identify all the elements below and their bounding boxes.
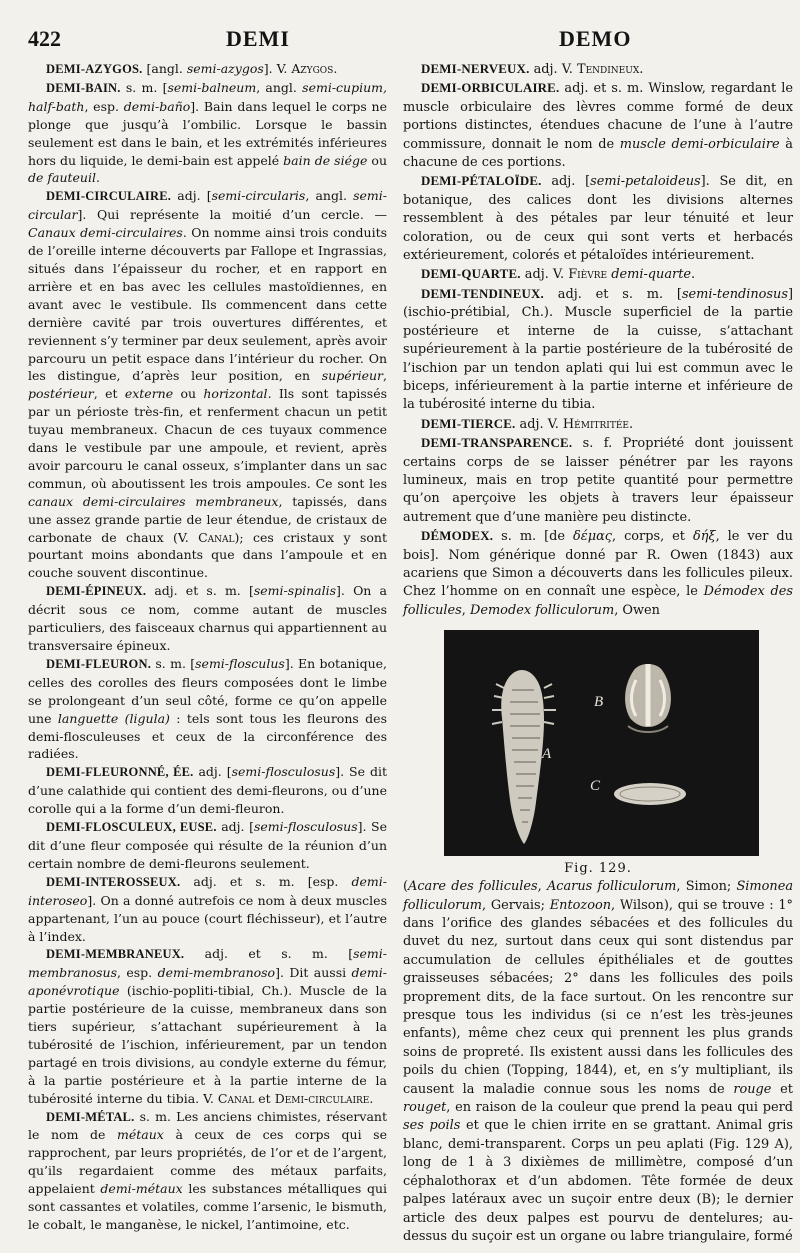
entry-demi-orbiculaire: DEMI-ORBICULAIRE. adj. et s. m. Winslow, regardant le muscle orbiculaire des lèvres comme formé de deux portions distinctes, étendues chacune de l’une à l’autre commissure, donnait le nom de muscle demi-orbiculaire à chacune de ces portions. — [403, 81, 793, 171]
headword: DEMI-BAIN. — [46, 80, 121, 95]
headword: DEMI-FLEURONNÉ, ÉE. — [46, 765, 194, 780]
figure-label-b: B — [594, 694, 604, 711]
headword: DÉMODEX. — [421, 529, 494, 544]
headword: DEMI-ORBICULAIRE. — [421, 81, 560, 96]
headword: DEMI-PÉTALOÏDE. — [421, 174, 542, 189]
headword: DEMI-TIERCE. — [421, 416, 516, 431]
entry-demi-fleuronne: DEMI-FLEURONNÉ, ÉE. adj. [semi-flosculosus]. Se dit d’une calathide qui contient des demi-fleurons, ou d’une corolle qui a la forme d’un demi-fleuron. — [28, 764, 387, 817]
entry-demi-petaloide: DEMI-PÉTALOÏDE. adj. [semi-petaloideus]. Se dit, en botanique, des calices dont les divisions alternes ressemblent à des pétales par leur ténuité et leur coloration, ou de ceux qui sont verts et herbacés extérieurement, colorés et pétaloïdes intérieurement. — [403, 174, 793, 264]
running-title-right: DEMO — [559, 26, 632, 51]
figure-caption: Fig. 129. — [564, 861, 632, 877]
running-head — [28, 26, 792, 56]
entry-demi-transparence: DEMI-TRANSPARENCE. s. f. Propriété dont jouissent certains corps de se laisser pénétrer par les rayons lumineux, mais en trop petite quantité pour permettre qu’on aperçoive les objets à travers leur épaisseur autrement que d’une manière peu distincte. — [403, 436, 793, 525]
entry-demi-metal: DEMI-MÉTAL. s. m. Les anciens chimistes, réservant le nom de métaux à ceux de ces corps qui se rapprochent, par leurs propriétés, de l’or et de l’argent, qu’ils regardaient comme des métaux parfaits, appelaient demi-métaux les substances métalliques qui sont cassantes et volatiles, comme l’arsenic, le bismuth, le cobalt, le manganèse, le nickel, l’antimoine, etc. — [28, 1108, 387, 1232]
headword: DEMI-FLOSCULEUX, EUSE. — [46, 820, 217, 835]
entry-demi-azygos: DEMI-AZYGOS. [angl. semi-azygos]. V. Azygos. — [46, 61, 338, 76]
headword: DEMI-MEMBRANEUX. — [46, 947, 185, 962]
entry-demi-circulaire: DEMI-CIRCULAIRE. adj. [semi-circularis, angl. semi-circular]. Qui représente la moitié d’un cercle. — Canaux demi-circulaires. On nomme ainsi trois conduits de l’oreille interne découverts par Fallope et Ingrassias, situés dans l’épaisseur du rocher, et en rapport en arrière et en bas avec les cellules mastoïdiennes, en avant avec le vestibule. Ils commencent dans cette dernière cavité par trois ouvertures différentes, et reviennent s’y terminer par deux seulement, après avoir parcouru un petit espace dans l’intérieur du rocher. On les distingue, d’après leur position, en supérieur, postérieur, et externe ou horizontal. Ils sont tapissés par un périoste très-fin, et renferment chacun un petit tuyau membraneux. Chacun de ces tuyaux commence dans le vestibule par une ampoule, et revient, après avoir parcouru le canal osseux, s’implanter dans un sac commun, où aboutissent les trois ampoules. Ce sont les canaux demi-circulaires membraneux, tapissés, dans une assez grande partie de leur étendue, de cristaux de carbonate de chaux (V. Canal); ces cristaux y sont pourtant moins abondants que dans l’ampoule et en couche souvent discontinue. — [28, 188, 388, 581]
right-column — [403, 60, 793, 1246]
headword: DEMI-INTEROSSEUX. — [46, 874, 181, 889]
headword: DEMI-NERVEUX. — [421, 62, 530, 76]
page-number: 422 — [28, 26, 61, 51]
entry-demi-membraneux: DEMI-MEMBRANEUX. adj. et s. m. [semi-membranosus, esp. demi-membranoso]. Dit aussi demi-aponévrotique (ischio-popliti-tibial, Ch.). Muscle de la partie postérieure de la cuisse, membraneux dans son tiers supérieur, s’attachant supérieurement à la tubérosité de l’ischion, inférieurement, par un tendon partagé en trois divisions, au condyle externe du fémur, à la partie postérieure et à la partie interne de la tubérosité interne du tibia. V. Canal et Demi-circulaire. — [28, 946, 387, 1106]
headword: DEMI-MÉTAL. — [46, 1109, 135, 1124]
left-column — [28, 60, 387, 1234]
figure-label-c: C — [590, 778, 601, 795]
mite-egg-c — [614, 783, 686, 805]
demodex-illustration — [444, 630, 759, 856]
entry-demi-flosculeux: DEMI-FLOSCULEUX, EUSE. adj. [semi-flosculosus]. Se dit d’une fleur composée qui résulte de la réunion d’un certain nombre de demi-fleurons seulement. — [28, 819, 387, 871]
entry-demi-epineux: DEMI-ÉPINEUX. adj. et s. m. [semi-spinalis]. On a décrit sous ce nom, comme autant de muscles particuliers, des faisceaux charnus qui appartiennent au transversaire épineux. — [28, 583, 387, 653]
entry-demi-tendineux: DEMI-TENDINEUX. adj. et s. m. [semi-tendinosus] (ischio-prétibial, Ch.). Muscle superficiel de la partie postérieure et interne de la cuisse, s’attachant supérieurement à la partie postérieure de la tubérosité de l’ischion par un tendon aplati qui lui est commun avec le biceps, inférieurement à la partie interne et inférieure de la tubérosité interne du tibia. — [403, 286, 793, 413]
headword: DEMI-TENDINEUX. — [421, 286, 544, 301]
entry-demodex: DÉMODEX. s. m. [de δέμας, corps, et δήξ, le ver du bois]. Nom générique donné par R. Owen (1843) aux acariens que Simon a découverts dans les follicules pileux. Chez l’homme on en connaît une espèce, le Démodex des follicules, Demodex folliculorum, Owen — [403, 529, 793, 618]
entry-demi-nerveux: DEMI-NERVEUX. adj. V. Tendineux. — [421, 62, 644, 77]
entry-demodex-continued: (Acare des follicules, Acarus folliculorum, Simon; Simonea folliculorum, Gervais; Entozoon, Wilson), qui se trouve : 1° dans l’orifice des glandes sébacées et des follicules du duvet du nez, surtout dans ceux qui sont distendus par accumulation de cellules épithéliales et de gouttes graisseuses sébacées; 2° dans les follicules des poils proprement dits, de la face surtout. On les rencontre sur presque tous les individus (si ce n’est les très-jeunes enfants), même chez ceux qui prennent les plus grands soins de propreté. Ils existent aussi dans les follicules des poils du chien (Topping, 1844), et, en s’y multipliant, ils causent la maladie connue sous les noms de rouge et rouget, en raison de la couleur que prend la peau qui perd ses poils et que le chien irrite en se grattant. Animal gris blanc, demi-transparent. Corps un peu aplati (Fig. 129 A), long de 1 à 3 dixièmes de millimètre, composé d’un céphalothorax et d’un abdomen. Tête formée de deux palpes latéraux avec un suçoir entre deux (B); le dernier article des deux palpes est pourvu de dentelures; au-dessus du suçoir est un organe ou labre triangulaire, formé — [403, 879, 794, 1244]
headword: DEMI-TRANSPARENCE. — [421, 436, 573, 451]
entry-demi-bain: DEMI-BAIN. s. m. [semi-balneum, angl. semi-cupium, half-bath, esp. demi-baño]. Bain dans lequel le corps ne plonge que jusqu’à l’ombilic. Lorsque le bassin seulement est dans le bain, et les extrémités inférieures hors du liquide, le demi-bain est appelé bain de siége ou de fauteuil. — [28, 79, 387, 186]
headword: DEMI-ÉPINEUX. — [46, 584, 147, 599]
entry-demi-fleuron: DEMI-FLEURON. s. m. [semi-flosculus]. En botanique, celles des corolles des fleurs composées dont le limbe se prolongeant d’un seul côté, forme ce qu’on appelle une languette (ligula) : tels sont tous les fleurons des demi-flosculeuses et ceux de la circonférence des radiées. — [28, 655, 387, 762]
headword: DEMI-AZYGOS. — [46, 62, 143, 76]
headword: DEMI-FLEURON. — [46, 656, 152, 671]
demodex-engraving — [444, 630, 759, 856]
entry-demi-interosseux: DEMI-INTEROSSEUX. adj. et s. m. [esp. demi-interoseo]. On a donné autrefois ce nom à deux muscles appartenant, l’un au pouce (court fléchisseur), et l’autre à l’index. — [28, 873, 387, 944]
headword: DEMI-CIRCULAIRE. — [46, 189, 172, 204]
entry-demi-quarte: DEMI-QUARTE. adj. V. Fièvre demi-quarte. — [421, 267, 696, 283]
entry-demi-tierce: DEMI-TIERCE. adj. V. Hémitritée. — [421, 416, 634, 432]
headword: DEMI-QUARTE. — [421, 267, 521, 282]
running-title-left: DEMI — [226, 26, 290, 51]
figure-label-a: A — [542, 746, 552, 763]
